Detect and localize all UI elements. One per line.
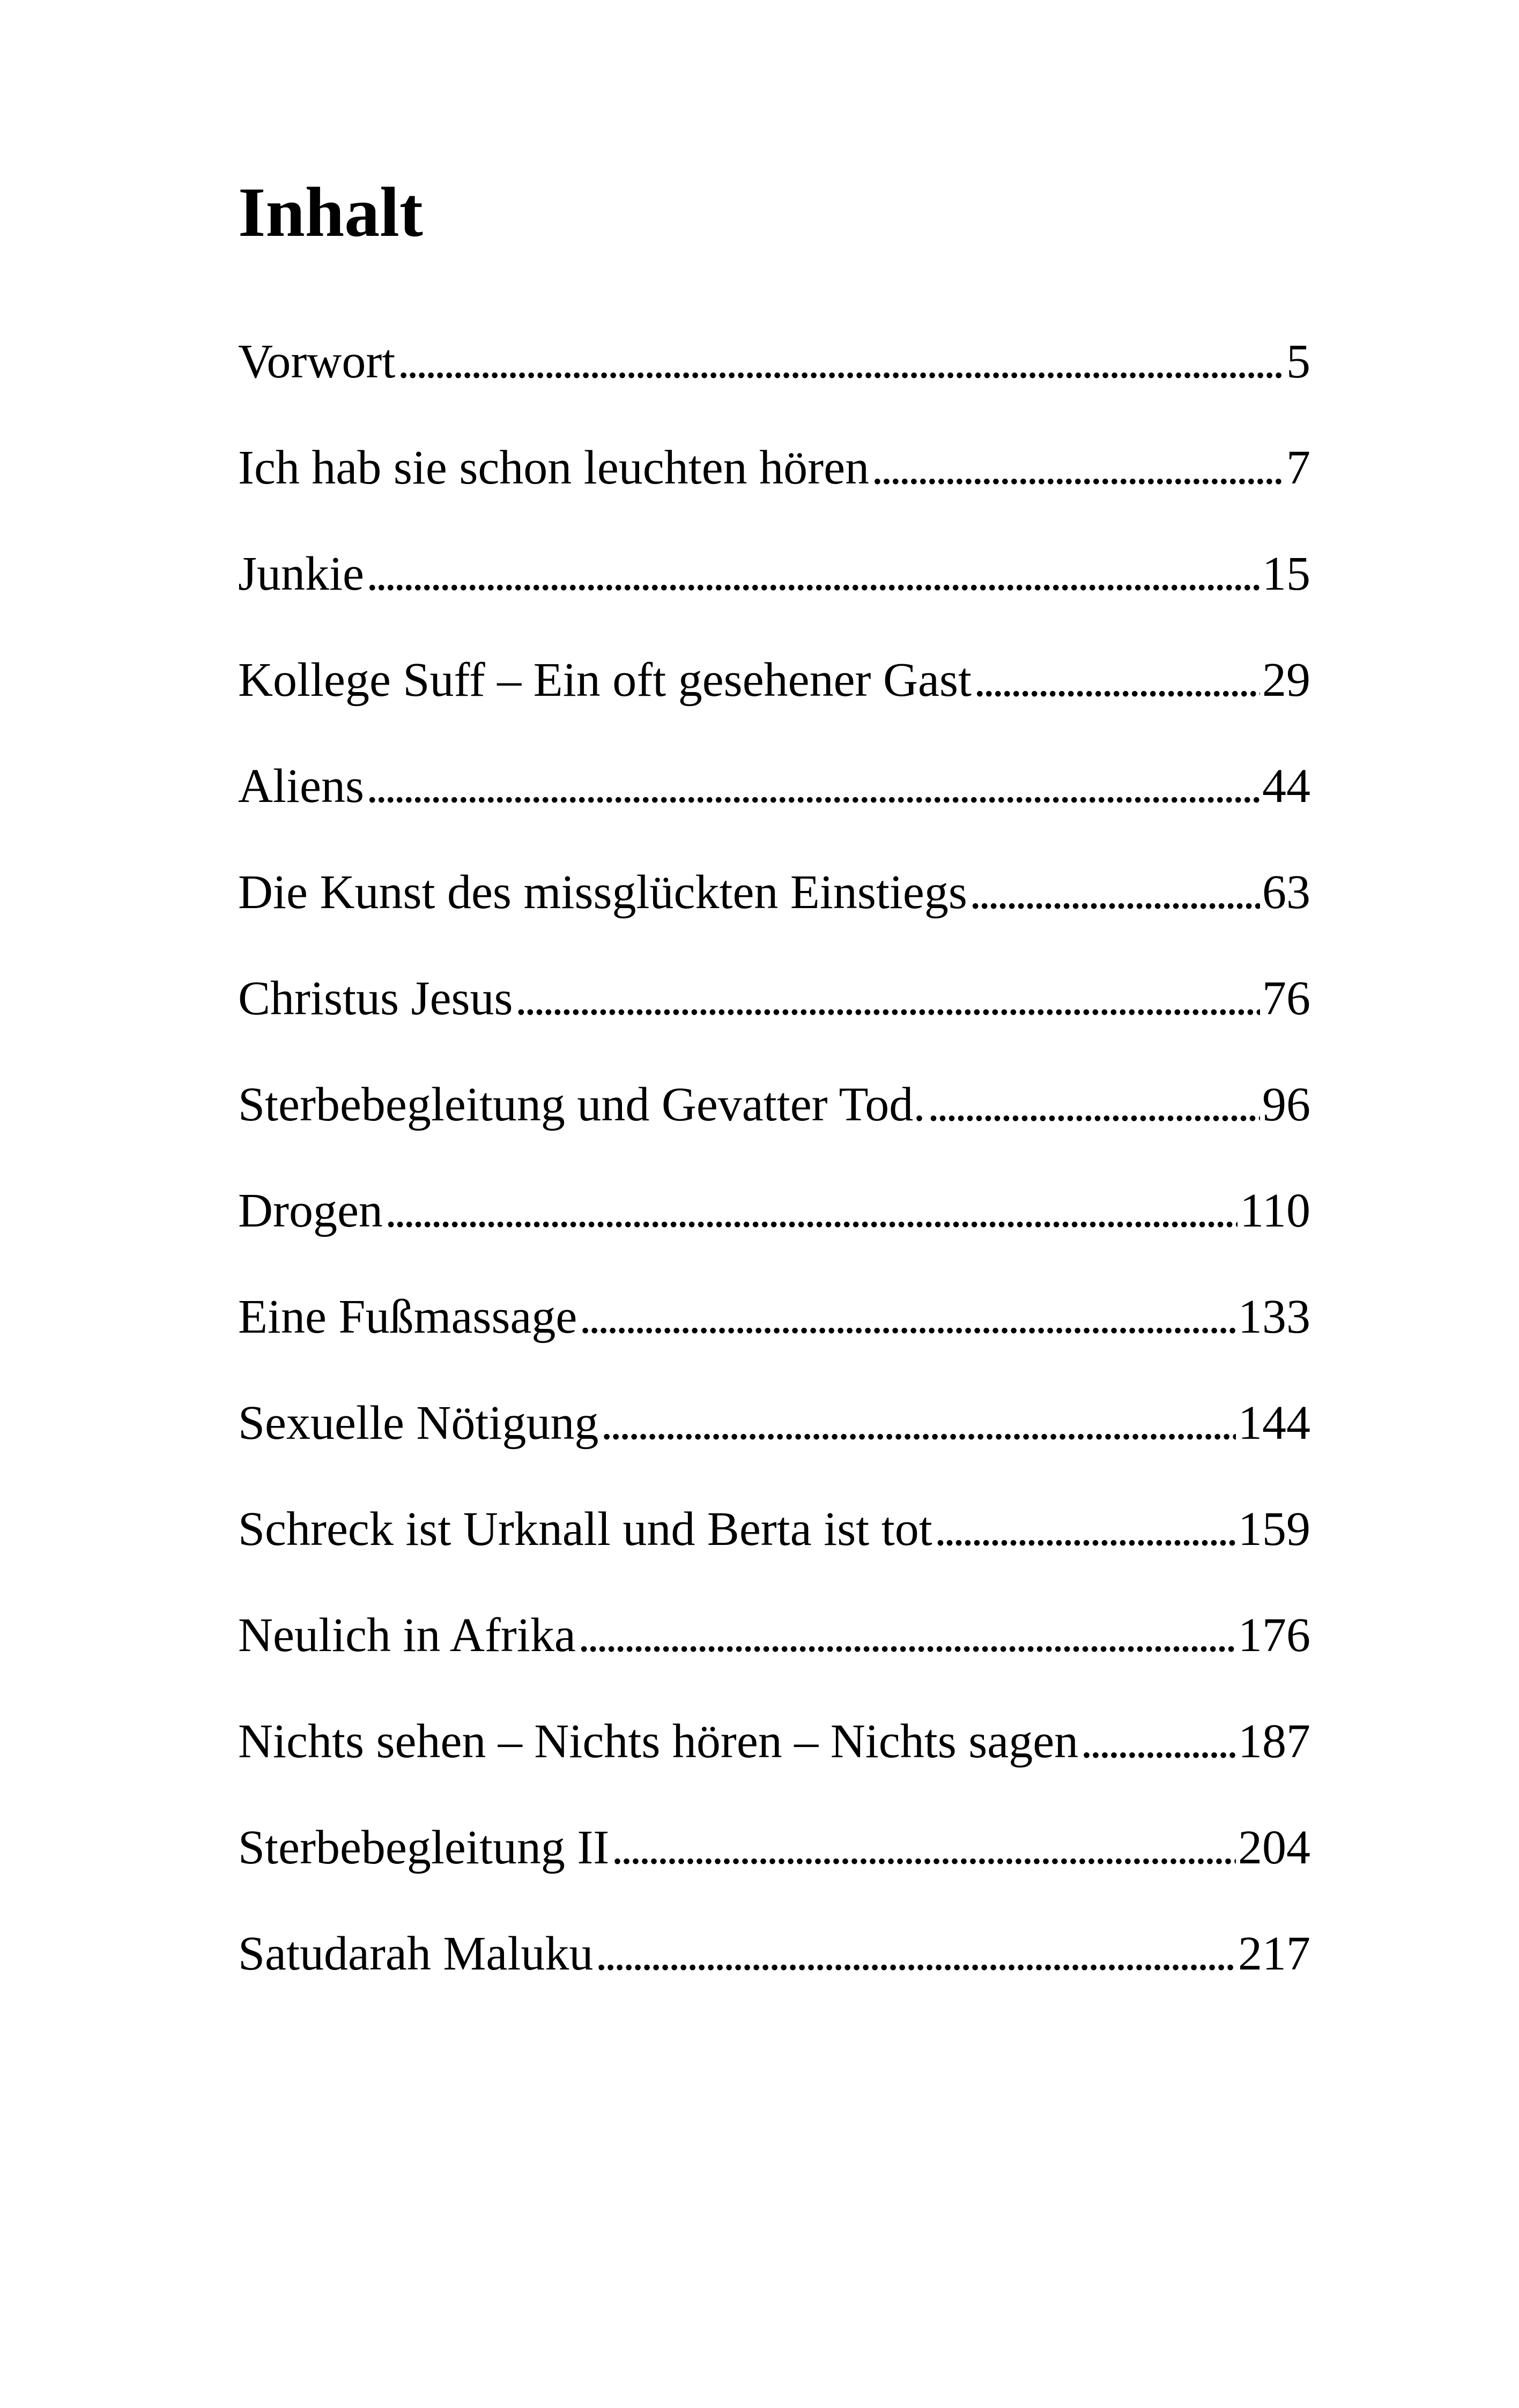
- toc-entry-page: 5: [1286, 335, 1310, 388]
- toc-dot-leader: [366, 550, 1260, 598]
- toc-entry-page: 204: [1238, 1821, 1310, 1874]
- toc-entry-page: 63: [1262, 866, 1310, 919]
- toc-entry: [238, 335, 1310, 444]
- toc-dot-leader: [601, 1399, 1236, 1447]
- toc-entry: [238, 1927, 1310, 2036]
- toc-entry-page: 144: [1238, 1396, 1310, 1450]
- toc-entry-title: Satudarah Maluku: [238, 1927, 594, 1980]
- toc-entry-page: 110: [1240, 1184, 1310, 1237]
- toc-dot-leader: [935, 1505, 1236, 1554]
- toc-entry: [238, 1290, 1310, 1399]
- toc-dot-leader: [928, 1081, 1260, 1129]
- toc-entry-page: 76: [1262, 972, 1310, 1025]
- toc-dot-leader: [366, 762, 1260, 811]
- toc-entry: [238, 1821, 1310, 1930]
- toc-entry: [238, 653, 1310, 762]
- toc-entry-title: Vorwort: [238, 335, 396, 388]
- toc-entry: [238, 972, 1310, 1081]
- toc-entry: [238, 868, 1310, 975]
- toc-entry-title: Sexuelle Nötigung: [238, 1396, 599, 1450]
- toc-entry: [238, 762, 1310, 868]
- toc-entry-title: Nichts sehen – Nichts hören – Nichts sagen: [238, 1715, 1079, 1768]
- toc-entry: [238, 1184, 1310, 1293]
- toc-entry-page: 96: [1262, 1078, 1310, 1131]
- toc-entry-title: Sterbebegleitung II: [238, 1821, 610, 1874]
- toc-entry: [238, 1505, 1310, 1611]
- table-of-contents: [238, 335, 1310, 2036]
- toc-entry-title: Schreck ist Urknall und Berta ist tot: [238, 1503, 932, 1556]
- toc-entry-page: 7: [1286, 441, 1310, 494]
- toc-entry-page: 133: [1238, 1290, 1310, 1343]
- toc-dot-leader: [611, 1824, 1236, 1872]
- toc-entry-page: 15: [1262, 547, 1310, 600]
- toc-entry-page: 29: [1262, 653, 1310, 707]
- toc-dot-leader: [974, 656, 1260, 704]
- toc-entry-page: 176: [1238, 1609, 1310, 1662]
- toc-entry-title: Neulich in Afrika: [238, 1609, 576, 1662]
- toc-dot-leader: [397, 338, 1284, 386]
- toc-dot-leader: [1080, 1718, 1236, 1766]
- toc-dot-leader: [578, 1611, 1236, 1660]
- toc-entry: [238, 1396, 1310, 1505]
- toc-dot-leader: [871, 444, 1284, 492]
- toc-entry-title: Kollege Suff – Ein oft gesehener Gast: [238, 653, 972, 707]
- toc-dot-leader: [595, 1930, 1236, 1978]
- toc-entry: [238, 1715, 1310, 1824]
- toc-entry-title: Drogen: [238, 1184, 383, 1237]
- toc-entry-page: 44: [1262, 760, 1310, 813]
- page-title: Inhalt: [238, 173, 423, 251]
- toc-entry: [238, 441, 1310, 550]
- toc-entry-title: Sterbebegleitung und Gevatter Tod.: [238, 1078, 925, 1131]
- toc-entry-title: Die Kunst des missglückten Einstiegs: [238, 866, 967, 919]
- toc-entry-page: 187: [1238, 1715, 1310, 1768]
- toc-entry-title: Junkie: [238, 547, 364, 600]
- toc-entry: [238, 1611, 1310, 1718]
- toc-dot-leader: [385, 1187, 1238, 1235]
- toc-entry-title: Aliens: [238, 760, 364, 813]
- toc-entry-page: 217: [1238, 1927, 1310, 1980]
- toc-dot-leader: [515, 975, 1260, 1023]
- toc-entry-page: 159: [1238, 1503, 1310, 1556]
- toc-entry-title: Eine Fußmassage: [238, 1290, 577, 1343]
- toc-entry: [238, 1078, 1310, 1187]
- toc-dot-leader: [579, 1293, 1236, 1341]
- toc-entry-title: Christus Jesus: [238, 972, 513, 1025]
- toc-dot-leader: [969, 868, 1260, 917]
- toc-entry: [238, 547, 1310, 656]
- toc-entry-title: Ich hab sie schon leuchten hören: [238, 441, 870, 494]
